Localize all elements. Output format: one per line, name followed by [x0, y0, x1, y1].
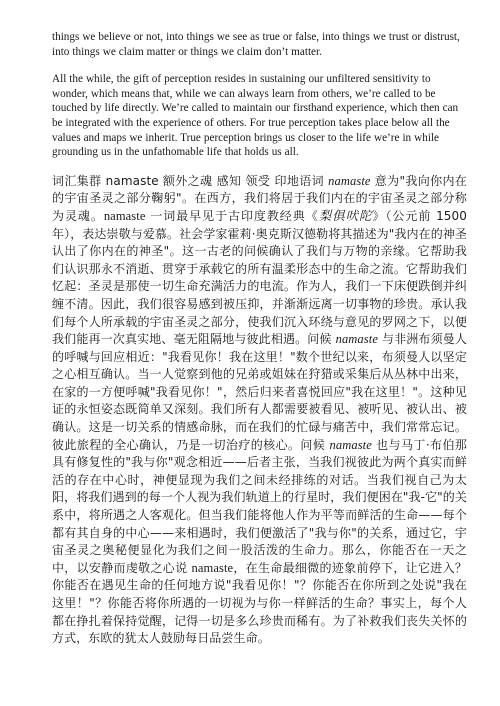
chinese-paragraph: [52, 173, 467, 648]
book-page: [52, 30, 467, 648]
zh-segment: 》（公元前 1500 年），表达崇敬与爱慕。社会学家霍莉·奥克斯汉德勒将其描述为"我内在的神圣认出了你内在的神圣"。这一古老的问候确认了我们与万物的亲缘。它帮助我们认识那永不消逝、贯穿于承载它的所有温柔形态中的生命之流。它帮助我们忆起：圣灵是那使一切生命充满活力的电流。作为人，我们一下床便跌倒并纠缠不清。因此，我们很容易感到被压抑，并渐渐远离一切事物的珍贵。承认我们每个人所承载的宇宙圣灵之部分，使我们沉入环绕与意见的罗网之下，以便我们能再一次真实地、毫无阻隔地与彼此相遇。问候: [52, 208, 468, 347]
namaste-term: namaste: [328, 173, 371, 188]
zh-segment: 与非洲布须曼人的呼喊与回应相近："我看见你！我在这里！"数个世纪以来，布须曼人以坚定之心相互确认。当一人觉察到他的兄弟或姐妹在狩猎或采集后从丛林中出来，在家的一方便呼喊"我看见你！"，然后归来者喜悦回应"我在这里！"。这种见证的永恒姿态既简单又深刻。我们所有人都需要被看见、被听见、被认出、被确认。这是一切关系的情感命脉，而在我们的忙碌与痛苦中，我们常常忘记。彼此旅程的全心确认，乃是一切治疗的核心。问候: [52, 332, 468, 452]
zh-segment: 也与马丁·布伯那具有修复性的"我与你"观念相近——后者主张，当我们视彼此为两个真实而鲜活的存在中心时，神便显现为我们之间未经排练的对话。当我们视自己为太阳，将我们遇到的每一个人视为我们轨道上的行星时，我们便困在"我-它"的关系中，将所遇之人客观化。但当我们能将他人作为平等而鲜活的生命——每个都有其自身的中心——来相遇时，我们便激活了"我与你"的关系，通过它，宇宙圣灵之奥秘便显化为我们之间一股活泼的生命力。那么，你能否在一天之中，以安静而虔敬之心说: [52, 437, 467, 575]
zh-segment: 词汇集群 namaste 额外之魂 感知 领受 印地语词: [52, 173, 329, 188]
english-paragraph-1: things we believe or not, into things we see as true or false, into things we trust or distrust, into things we claim matter or things we claim don’t matter.: [52, 31, 460, 58]
namaste-term: namaste: [335, 332, 378, 347]
book-title-rigveda: 梨俱吠陀: [318, 208, 373, 223]
english-paragraph-2: All the while, the gift of perception resides in sustaining our unfiltered sensitivity to wonder, which means that, while we can always learn from others, we’re called to be touched by life directly. We’re called to maintain our firsthand experience, which then can be integrated with the experience of others. For true perception takes place below all the values and maps we inherit. True perception brings us closer to the life we’re in while grounding us in the unfathomable life that holds us all.: [52, 73, 459, 159]
zh-segment: 一词最早见于古印度教经典《: [145, 208, 319, 223]
namaste-term: namaste: [329, 437, 372, 452]
namaste-term: namaste: [191, 560, 234, 575]
zh-segment: ，在生命最细微的迹象前停下，让它进入？你能否在遇见生命的任何地方说"我看见你！"？你能否在你所到之处说"我在这里！"？你能否将你所遇的一切视为与你一样鲜活的生命？事实上，每个人都在挣扎着保持觉醒，记得一切是多么珍贵而稀有。为了补救我们丧失关怀的方式，东欧的犹太人鼓励每日品尝生命。: [52, 560, 468, 646]
zh-segment: 意为"我向你内在的宇宙圣灵之部分鞠躬"。在西方，我们将居于我们内在的宇宙圣灵之部分称为灵魂。: [52, 173, 467, 223]
namaste-term: namaste: [103, 208, 146, 223]
